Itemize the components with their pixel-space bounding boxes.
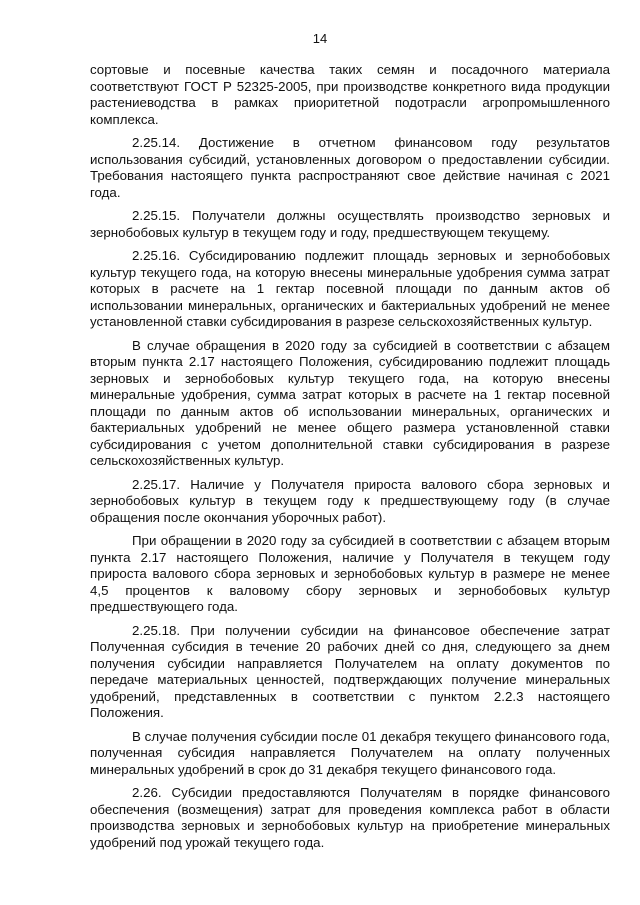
- paragraph-2-26: 2.26. Субсидии предоставляются Получателям в порядке финансового обеспечения (возмещения) затрат для проведения комплекса работ в области производства зерновых и зернобобовых культур на приобретение минеральных удобрений под урожай текущего года.: [90, 785, 610, 850]
- paragraph-continuation: сортовые и посевные качества таких семян и посадочного материала соответствуют ГОСТ Р 52325-2005, при производстве конкретного вида продукции растениеводства в рамках приоритетной подотрасли агропромышленного комплекса.: [90, 62, 610, 127]
- paragraph-2-25-15: 2.25.15. Получатели должны осуществлять производство зерновых и зернобобовых культур в текущем году и году, предшествующем текущему.: [90, 208, 610, 240]
- paragraph-2020-area-case: В случае обращения в 2020 году за субсидией в соответствии с абзацем вторым пункта 2.17 настоящего Положения, субсидированию подлежит площадь зерновых и зернобобовых культур текущего года, на которую внесены минеральные удобрения, сумма затрат которых в расчете на 1 гектар посевной площади по данным актов об использовании минеральных, органических и бактериальных удобрений не менее общего размера установленной ставки субсидирования с учетом дополнительной ставки субсидирования в разрезе сельскохозяйственных культур.: [90, 337, 610, 468]
- paragraph-2-25-17: 2.25.17. Наличие у Получателя прироста валового сбора зерновых и зернобобовых культур в текущем году к предшествующему году (в случае обращения после окончания уборочных работ).: [90, 476, 610, 525]
- paragraph-2020-yield-case: При обращении в 2020 году за субсидией в соответствии с абзацем вторым пункта 2.17 настоящего Положения, наличие у Получателя в текущем году прироста валового сбора зерновых и зернобобовых культур в размере не менее 4,5 процентов к валовому сбору зерновых и зернобобовых культур предшествующего года.: [90, 533, 610, 614]
- paragraph-2-25-14: 2.25.14. Достижение в отчетном финансовом году результатов использования субсидий, установленных договором о предоставлении субсидии. Требования настоящего пункта распространяют свое действие начиная с 2021 года.: [90, 135, 610, 200]
- paragraph-2-25-16: 2.25.16. Субсидированию подлежит площадь зерновых и зернобобовых культур текущего года, на которую внесены минеральные удобрения сумма затрат которых в расчете на 1 гектар посевной площади по данным актов об использовании минеральных, органических и бактериальных удобрений не менее установленной ставки субсидирования в разрезе сельскохозяйственных культур.: [90, 248, 610, 329]
- page-number: 14: [312, 31, 328, 46]
- paragraph-december-case: В случае получения субсидии после 01 декабря текущего финансового года, полученная субсидия направляется Получателем на оплату полученных минеральных удобрений в срок до 31 декабря текущего финансового года.: [90, 728, 610, 777]
- paragraph-2-25-18: 2.25.18. При получении субсидии на финансовое обеспечение затрат Полученная субсидия в течение 20 рабочих дней со дня, следующего за днем получения субсидии направляется Получателем на оплату документов по передаче материальных ценностей, подтверждающих получение минеральных удобрений, представленных в соответствии с пунктом 2.2.3 настоящего Положения.: [90, 622, 610, 720]
- document-body: [90, 62, 610, 858]
